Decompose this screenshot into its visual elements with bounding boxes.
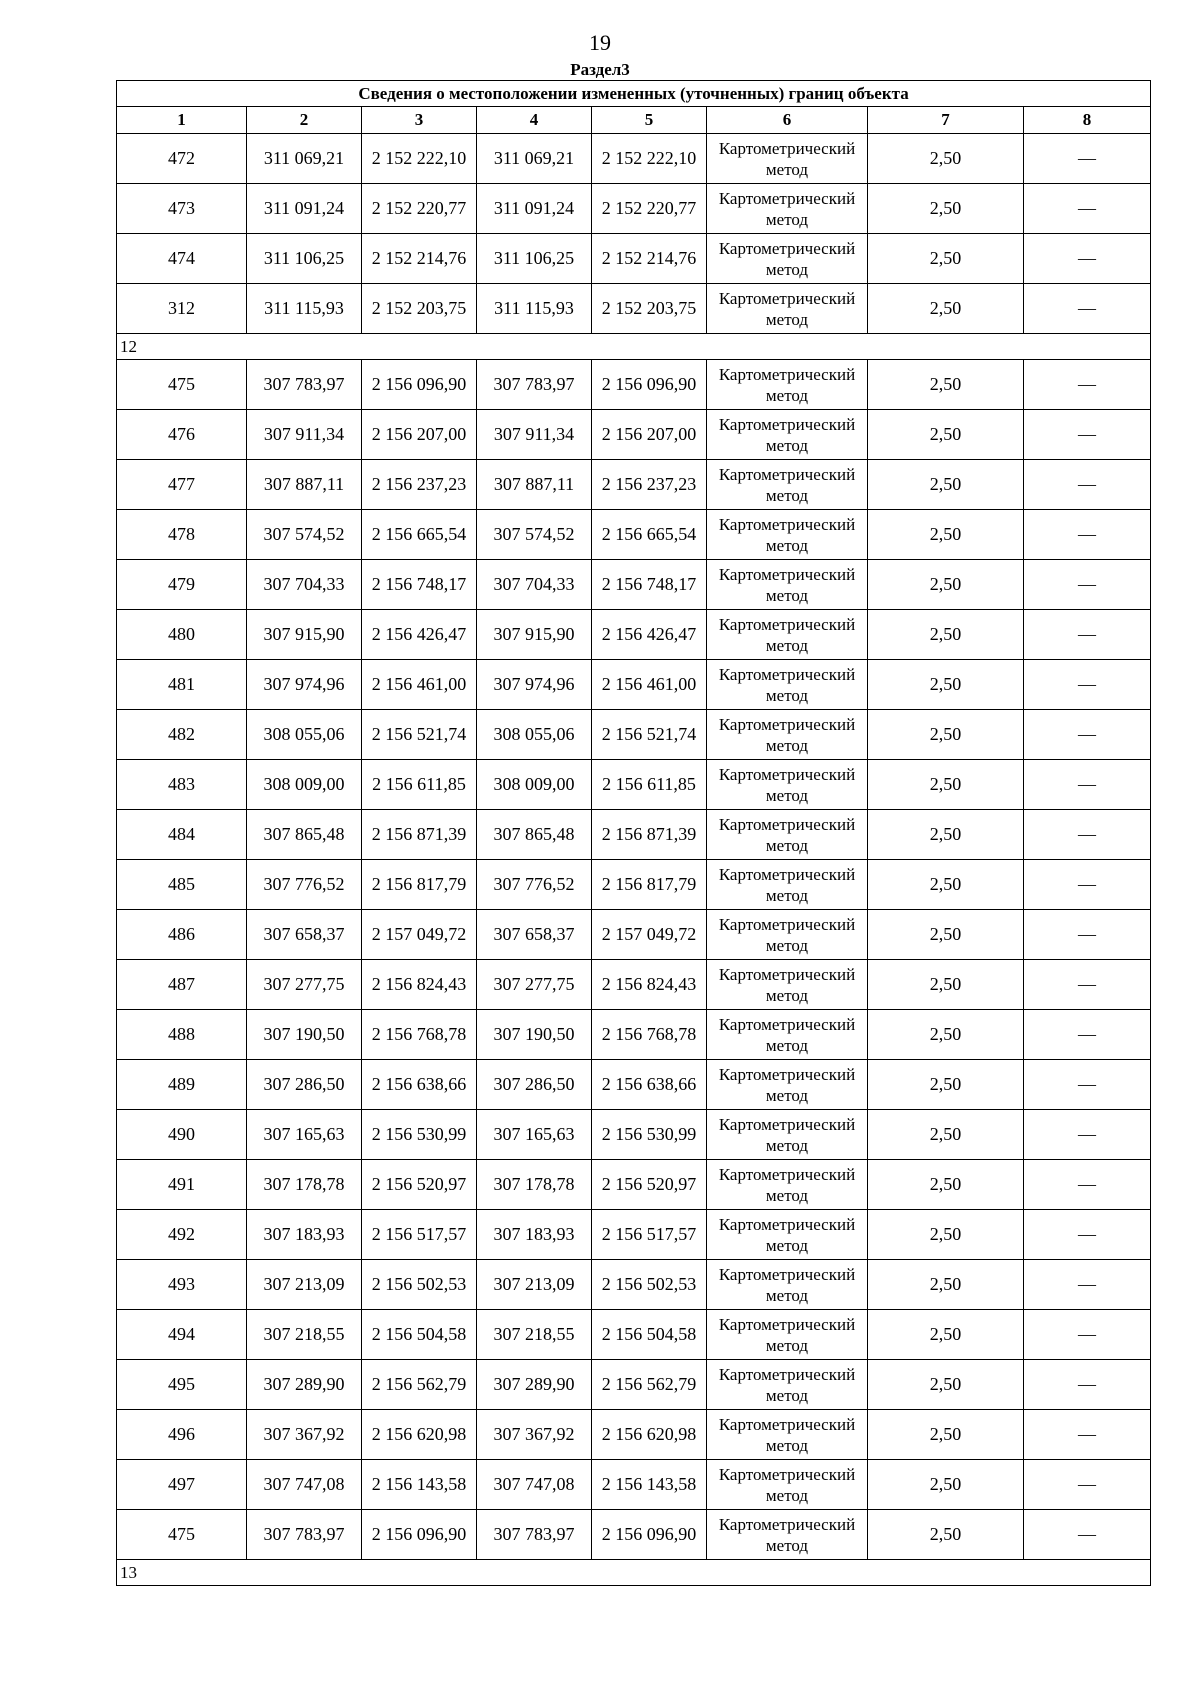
table-cell-col-3: 2 156 502,53 <box>362 1260 477 1310</box>
table-cell-col-2: 307 747,08 <box>247 1460 362 1510</box>
table-cell-col-6: Картометрический метод <box>707 710 868 760</box>
table-cell-col-6: Картометрический метод <box>707 1460 868 1510</box>
table-cell-col-2: 307 704,33 <box>247 560 362 610</box>
table-cell-col-4: 307 776,52 <box>477 860 592 910</box>
table-cell-col-3: 2 156 207,00 <box>362 410 477 460</box>
table-cell-col-4: 307 747,08 <box>477 1460 592 1510</box>
table-cell-col-8: — <box>1024 460 1151 510</box>
table-cell-col-1: 312 <box>117 284 247 334</box>
table-cell-col-3: 2 156 562,79 <box>362 1360 477 1410</box>
table-cell-col-6: Картометрический метод <box>707 1310 868 1360</box>
table-cell-col-3: 2 156 237,23 <box>362 460 477 510</box>
table-cell-col-2: 307 277,75 <box>247 960 362 1010</box>
table-cell-col-2: 307 887,11 <box>247 460 362 510</box>
table-cell-col-7: 2,50 <box>868 1160 1024 1210</box>
table-cell-col-6: Картометрический метод <box>707 610 868 660</box>
table-cell-col-8: — <box>1024 560 1151 610</box>
table-cell-col-1: 489 <box>117 1060 247 1110</box>
table-cell-col-3: 2 156 620,98 <box>362 1410 477 1460</box>
table-cell-col-5: 2 156 620,98 <box>592 1410 707 1460</box>
column-header-row <box>117 107 1151 134</box>
table-cell-col-8: — <box>1024 1510 1151 1560</box>
table-cell-col-5: 2 157 049,72 <box>592 910 707 960</box>
table-row <box>117 960 1151 1010</box>
table-cell-col-5: 2 156 748,17 <box>592 560 707 610</box>
table-row <box>117 610 1151 660</box>
table-row <box>117 510 1151 560</box>
column-header-8: 8 <box>1024 107 1151 134</box>
table-cell-col-8: — <box>1024 810 1151 860</box>
table-cell-col-4: 307 213,09 <box>477 1260 592 1310</box>
table-row <box>117 1510 1151 1560</box>
table-cell-col-2: 307 213,09 <box>247 1260 362 1310</box>
table-cell-col-1: 478 <box>117 510 247 560</box>
table-cell-col-5: 2 156 096,90 <box>592 360 707 410</box>
table-cell-col-6: Картометрический метод <box>707 760 868 810</box>
table-cell-col-6: Картометрический метод <box>707 234 868 284</box>
table-cell-col-5: 2 156 502,53 <box>592 1260 707 1310</box>
table-cell-col-7: 2,50 <box>868 610 1024 660</box>
table-cell-col-7: 2,50 <box>868 360 1024 410</box>
table-cell-col-8: — <box>1024 1210 1151 1260</box>
table-cell-col-7: 2,50 <box>868 760 1024 810</box>
table-cell-col-1: 477 <box>117 460 247 510</box>
table-cell-col-6: Картометрический метод <box>707 360 868 410</box>
table-cell-col-1: 474 <box>117 234 247 284</box>
table-cell-col-4: 308 009,00 <box>477 760 592 810</box>
table-cell-col-8: — <box>1024 1060 1151 1110</box>
table-cell-col-4: 307 190,50 <box>477 1010 592 1060</box>
table-cell-col-7: 2,50 <box>868 860 1024 910</box>
table-cell-col-7: 2,50 <box>868 1010 1024 1060</box>
table-cell-col-4: 307 658,37 <box>477 910 592 960</box>
table-cell-col-5: 2 156 426,47 <box>592 610 707 660</box>
table-cell-col-5: 2 152 222,10 <box>592 134 707 184</box>
table-cell-col-5: 2 156 768,78 <box>592 1010 707 1060</box>
table-cell-col-2: 311 115,93 <box>247 284 362 334</box>
table-row <box>117 1210 1151 1260</box>
table-cell-col-4: 307 911,34 <box>477 410 592 460</box>
table-cell-col-7: 2,50 <box>868 1260 1024 1310</box>
table-row <box>117 1260 1151 1310</box>
table-cell-col-1: 485 <box>117 860 247 910</box>
table-cell-col-7: 2,50 <box>868 710 1024 760</box>
table-cell-col-6: Картометрический метод <box>707 134 868 184</box>
table-row <box>117 1060 1151 1110</box>
table-cell-col-4: 307 218,55 <box>477 1310 592 1360</box>
table-cell-col-2: 307 776,52 <box>247 860 362 910</box>
table-cell-col-1: 479 <box>117 560 247 610</box>
table-cell-col-5: 2 152 203,75 <box>592 284 707 334</box>
table-cell-col-4: 307 178,78 <box>477 1160 592 1210</box>
table-row <box>117 860 1151 910</box>
table-cell-col-6: Картометрический метод <box>707 510 868 560</box>
column-header-2: 2 <box>247 107 362 134</box>
table-cell-col-2: 311 091,24 <box>247 184 362 234</box>
table-cell-col-8: — <box>1024 134 1151 184</box>
table-cell-col-8: — <box>1024 1410 1151 1460</box>
column-header-3: 3 <box>362 107 477 134</box>
table-cell-col-6: Картометрический метод <box>707 1010 868 1060</box>
table-cell-col-6: Картометрический метод <box>707 960 868 1010</box>
table-cell-col-4: 311 069,21 <box>477 134 592 184</box>
table-cell-col-7: 2,50 <box>868 910 1024 960</box>
table-cell-col-7: 2,50 <box>868 1310 1024 1360</box>
table-cell-col-3: 2 156 824,43 <box>362 960 477 1010</box>
table-cell-col-4: 307 574,52 <box>477 510 592 560</box>
table-cell-col-8: — <box>1024 1110 1151 1160</box>
table-row <box>117 710 1151 760</box>
table-cell-col-8: — <box>1024 1360 1151 1410</box>
table-cell-col-7: 2,50 <box>868 1460 1024 1510</box>
table-cell-col-1: 475 <box>117 1510 247 1560</box>
table-cell-col-8: — <box>1024 184 1151 234</box>
table-cell-col-2: 307 865,48 <box>247 810 362 860</box>
table-cell-col-2: 308 055,06 <box>247 710 362 760</box>
contour-separator-row <box>117 334 1151 360</box>
table-cell-col-3: 2 156 096,90 <box>362 360 477 410</box>
table-cell-col-2: 307 574,52 <box>247 510 362 560</box>
table-cell-col-2: 307 190,50 <box>247 1010 362 1060</box>
table-cell-col-1: 475 <box>117 360 247 410</box>
table-cell-col-3: 2 156 611,85 <box>362 760 477 810</box>
table-cell-col-4: 307 277,75 <box>477 960 592 1010</box>
table-cell-col-5: 2 156 520,97 <box>592 1160 707 1210</box>
table-cell-col-2: 307 165,63 <box>247 1110 362 1160</box>
table-cell-col-5: 2 156 517,57 <box>592 1210 707 1260</box>
table-cell-col-8: — <box>1024 860 1151 910</box>
table-cell-col-2: 307 218,55 <box>247 1310 362 1360</box>
table-cell-col-5: 2 156 530,99 <box>592 1110 707 1160</box>
table-cell-col-3: 2 156 504,58 <box>362 1310 477 1360</box>
table-cell-col-2: 307 178,78 <box>247 1160 362 1210</box>
table-cell-col-8: — <box>1024 510 1151 560</box>
table-cell-col-1: 473 <box>117 184 247 234</box>
table-row <box>117 1410 1151 1460</box>
table-cell-col-8: — <box>1024 1010 1151 1060</box>
table-cell-col-8: — <box>1024 610 1151 660</box>
table-cell-col-7: 2,50 <box>868 460 1024 510</box>
table-cell-col-6: Картометрический метод <box>707 460 868 510</box>
table-row <box>117 910 1151 960</box>
table-cell-col-6: Картометрический метод <box>707 1410 868 1460</box>
table-cell-col-7: 2,50 <box>868 1210 1024 1260</box>
table-cell-col-7: 2,50 <box>868 560 1024 610</box>
table-cell-col-2: 311 069,21 <box>247 134 362 184</box>
table-cell-col-3: 2 156 638,66 <box>362 1060 477 1110</box>
table-cell-col-6: Картометрический метод <box>707 560 868 610</box>
table-cell-col-3: 2 152 220,77 <box>362 184 477 234</box>
table-cell-col-5: 2 156 562,79 <box>592 1360 707 1410</box>
table-cell-col-3: 2 156 530,99 <box>362 1110 477 1160</box>
table-cell-col-4: 307 783,97 <box>477 360 592 410</box>
table-cell-col-5: 2 156 824,43 <box>592 960 707 1010</box>
table-cell-col-3: 2 156 143,58 <box>362 1460 477 1510</box>
table-cell-col-7: 2,50 <box>868 660 1024 710</box>
table-cell-col-4: 307 704,33 <box>477 560 592 610</box>
table-cell-col-2: 307 658,37 <box>247 910 362 960</box>
table-cell-col-5: 2 156 461,00 <box>592 660 707 710</box>
table-cell-col-5: 2 156 096,90 <box>592 1510 707 1560</box>
table-cell-col-2: 307 915,90 <box>247 610 362 660</box>
table-cell-col-5: 2 156 143,58 <box>592 1460 707 1510</box>
table-cell-col-6: Картометрический метод <box>707 1210 868 1260</box>
table-cell-col-6: Картометрический метод <box>707 810 868 860</box>
table-cell-col-4: 307 183,93 <box>477 1210 592 1260</box>
table-cell-col-4: 307 865,48 <box>477 810 592 860</box>
table-cell-col-1: 484 <box>117 810 247 860</box>
table-cell-col-5: 2 152 214,76 <box>592 234 707 284</box>
table-row <box>117 360 1151 410</box>
table-row <box>117 284 1151 334</box>
table-cell-col-3: 2 156 817,79 <box>362 860 477 910</box>
section-title: Раздел3 <box>570 60 630 79</box>
table-cell-col-7: 2,50 <box>868 1510 1024 1560</box>
table-cell-col-3: 2 152 203,75 <box>362 284 477 334</box>
page-number: 19 <box>589 30 611 55</box>
table-row <box>117 410 1151 460</box>
table-cell-col-6: Картометрический метод <box>707 910 868 960</box>
table-cell-col-2: 307 911,34 <box>247 410 362 460</box>
table-body <box>117 134 1151 1586</box>
table-cell-col-1: 488 <box>117 1010 247 1060</box>
table-cell-col-6: Картометрический метод <box>707 1060 868 1110</box>
table-cell-col-5: 2 156 611,85 <box>592 760 707 810</box>
table-cell-col-8: — <box>1024 710 1151 760</box>
table-cell-col-4: 311 091,24 <box>477 184 592 234</box>
table-cell-col-1: 495 <box>117 1360 247 1410</box>
table-cell-col-2: 307 974,96 <box>247 660 362 710</box>
table-cell-col-6: Картометрический метод <box>707 1160 868 1210</box>
table-cell-col-8: — <box>1024 960 1151 1010</box>
table-row <box>117 134 1151 184</box>
table-cell-col-7: 2,50 <box>868 184 1024 234</box>
table-cell-col-8: — <box>1024 1460 1151 1510</box>
table-cell-col-1: 480 <box>117 610 247 660</box>
table-cell-col-1: 476 <box>117 410 247 460</box>
table-cell-col-5: 2 156 871,39 <box>592 810 707 860</box>
table-cell-col-8: — <box>1024 410 1151 460</box>
table-cell-col-6: Картометрический метод <box>707 860 868 910</box>
table-cell-col-3: 2 156 871,39 <box>362 810 477 860</box>
table-row <box>117 1160 1151 1210</box>
coordinates-table <box>116 80 1151 1586</box>
table-cell-col-8: — <box>1024 234 1151 284</box>
table-cell-col-8: — <box>1024 1310 1151 1360</box>
table-cell-col-6: Картометрический метод <box>707 1360 868 1410</box>
table-cell-col-3: 2 156 517,57 <box>362 1210 477 1260</box>
table-cell-col-6: Картометрический метод <box>707 1260 868 1310</box>
table-cell-col-2: 307 783,97 <box>247 1510 362 1560</box>
table-cell-col-1: 481 <box>117 660 247 710</box>
table-cell-col-5: 2 152 220,77 <box>592 184 707 234</box>
table-caption: Сведения о местоположении измененных (уточненных) границ объекта <box>117 81 1151 107</box>
table-cell-col-5: 2 156 207,00 <box>592 410 707 460</box>
table-cell-col-4: 308 055,06 <box>477 710 592 760</box>
table-cell-col-7: 2,50 <box>868 234 1024 284</box>
table-cell-col-2: 308 009,00 <box>247 760 362 810</box>
table-cell-col-1: 482 <box>117 710 247 760</box>
contour-number: 12 <box>117 334 1151 360</box>
contour-separator-row <box>117 1560 1151 1586</box>
table-cell-col-2: 307 783,97 <box>247 360 362 410</box>
table-cell-col-7: 2,50 <box>868 1060 1024 1110</box>
table-row <box>117 810 1151 860</box>
table-cell-col-7: 2,50 <box>868 810 1024 860</box>
table-cell-col-4: 307 783,97 <box>477 1510 592 1560</box>
table-cell-col-2: 311 106,25 <box>247 234 362 284</box>
table-cell-col-2: 307 289,90 <box>247 1360 362 1410</box>
table-cell-col-4: 307 915,90 <box>477 610 592 660</box>
table-cell-col-8: — <box>1024 760 1151 810</box>
table-cell-col-2: 307 183,93 <box>247 1210 362 1260</box>
table-cell-col-3: 2 156 520,97 <box>362 1160 477 1210</box>
table-cell-col-1: 487 <box>117 960 247 1010</box>
table-row <box>117 234 1151 284</box>
table-cell-col-8: — <box>1024 360 1151 410</box>
table-cell-col-1: 472 <box>117 134 247 184</box>
table-cell-col-1: 491 <box>117 1160 247 1210</box>
table-cell-col-5: 2 156 504,58 <box>592 1310 707 1360</box>
table-cell-col-6: Картометрический метод <box>707 1110 868 1160</box>
contour-number: 13 <box>117 1560 1151 1586</box>
table-cell-col-8: — <box>1024 1160 1151 1210</box>
column-header-1: 1 <box>117 107 247 134</box>
table-cell-col-8: — <box>1024 1260 1151 1310</box>
table-cell-col-3: 2 157 049,72 <box>362 910 477 960</box>
table-cell-col-5: 2 156 237,23 <box>592 460 707 510</box>
table-row <box>117 760 1151 810</box>
column-header-5: 5 <box>592 107 707 134</box>
column-header-6: 6 <box>707 107 868 134</box>
table-cell-col-1: 496 <box>117 1410 247 1460</box>
table-cell-col-3: 2 156 426,47 <box>362 610 477 660</box>
table-cell-col-3: 2 152 222,10 <box>362 134 477 184</box>
table-cell-col-7: 2,50 <box>868 1110 1024 1160</box>
table-row <box>117 460 1151 510</box>
table-cell-col-4: 311 115,93 <box>477 284 592 334</box>
table-cell-col-1: 492 <box>117 1210 247 1260</box>
table-cell-col-8: — <box>1024 284 1151 334</box>
table-cell-col-4: 307 367,92 <box>477 1410 592 1460</box>
table-cell-col-6: Картометрический метод <box>707 284 868 334</box>
table-cell-col-7: 2,50 <box>868 284 1024 334</box>
table-cell-col-2: 307 286,50 <box>247 1060 362 1110</box>
table-cell-col-7: 2,50 <box>868 510 1024 560</box>
table-cell-col-5: 2 156 817,79 <box>592 860 707 910</box>
column-header-4: 4 <box>477 107 592 134</box>
table-cell-col-2: 307 367,92 <box>247 1410 362 1460</box>
table-cell-col-4: 307 286,50 <box>477 1060 592 1110</box>
table-cell-col-7: 2,50 <box>868 960 1024 1010</box>
table-cell-col-5: 2 156 665,54 <box>592 510 707 560</box>
table-cell-col-3: 2 156 768,78 <box>362 1010 477 1060</box>
table-cell-col-6: Картометрический метод <box>707 660 868 710</box>
table-cell-col-1: 494 <box>117 1310 247 1360</box>
table-row <box>117 560 1151 610</box>
table-cell-col-4: 307 165,63 <box>477 1110 592 1160</box>
table-cell-col-1: 483 <box>117 760 247 810</box>
table-cell-col-7: 2,50 <box>868 1360 1024 1410</box>
table-cell-col-7: 2,50 <box>868 410 1024 460</box>
table-cell-col-1: 493 <box>117 1260 247 1310</box>
table-row <box>117 184 1151 234</box>
table-cell-col-1: 486 <box>117 910 247 960</box>
table-cell-col-4: 311 106,25 <box>477 234 592 284</box>
table-cell-col-6: Картометрический метод <box>707 410 868 460</box>
table-cell-col-8: — <box>1024 660 1151 710</box>
table-cell-col-8: — <box>1024 910 1151 960</box>
table-cell-col-4: 307 887,11 <box>477 460 592 510</box>
table-row <box>117 1010 1151 1060</box>
table-row <box>117 660 1151 710</box>
table-row <box>117 1310 1151 1360</box>
table-cell-col-3: 2 156 096,90 <box>362 1510 477 1560</box>
table-cell-col-3: 2 156 461,00 <box>362 660 477 710</box>
table-cell-col-6: Картометрический метод <box>707 1510 868 1560</box>
table-row <box>117 1460 1151 1510</box>
table-cell-col-4: 307 974,96 <box>477 660 592 710</box>
table-cell-col-5: 2 156 521,74 <box>592 710 707 760</box>
table-cell-col-4: 307 289,90 <box>477 1360 592 1410</box>
column-header-7: 7 <box>868 107 1024 134</box>
table-cell-col-1: 490 <box>117 1110 247 1160</box>
table-cell-col-3: 2 152 214,76 <box>362 234 477 284</box>
table-cell-col-3: 2 156 521,74 <box>362 710 477 760</box>
table-cell-col-7: 2,50 <box>868 1410 1024 1460</box>
table-cell-col-3: 2 156 665,54 <box>362 510 477 560</box>
table-cell-col-5: 2 156 638,66 <box>592 1060 707 1110</box>
table-cell-col-3: 2 156 748,17 <box>362 560 477 610</box>
table-row <box>117 1360 1151 1410</box>
table-cell-col-7: 2,50 <box>868 134 1024 184</box>
table-cell-col-1: 497 <box>117 1460 247 1510</box>
table-row <box>117 1110 1151 1160</box>
table-cell-col-6: Картометрический метод <box>707 184 868 234</box>
